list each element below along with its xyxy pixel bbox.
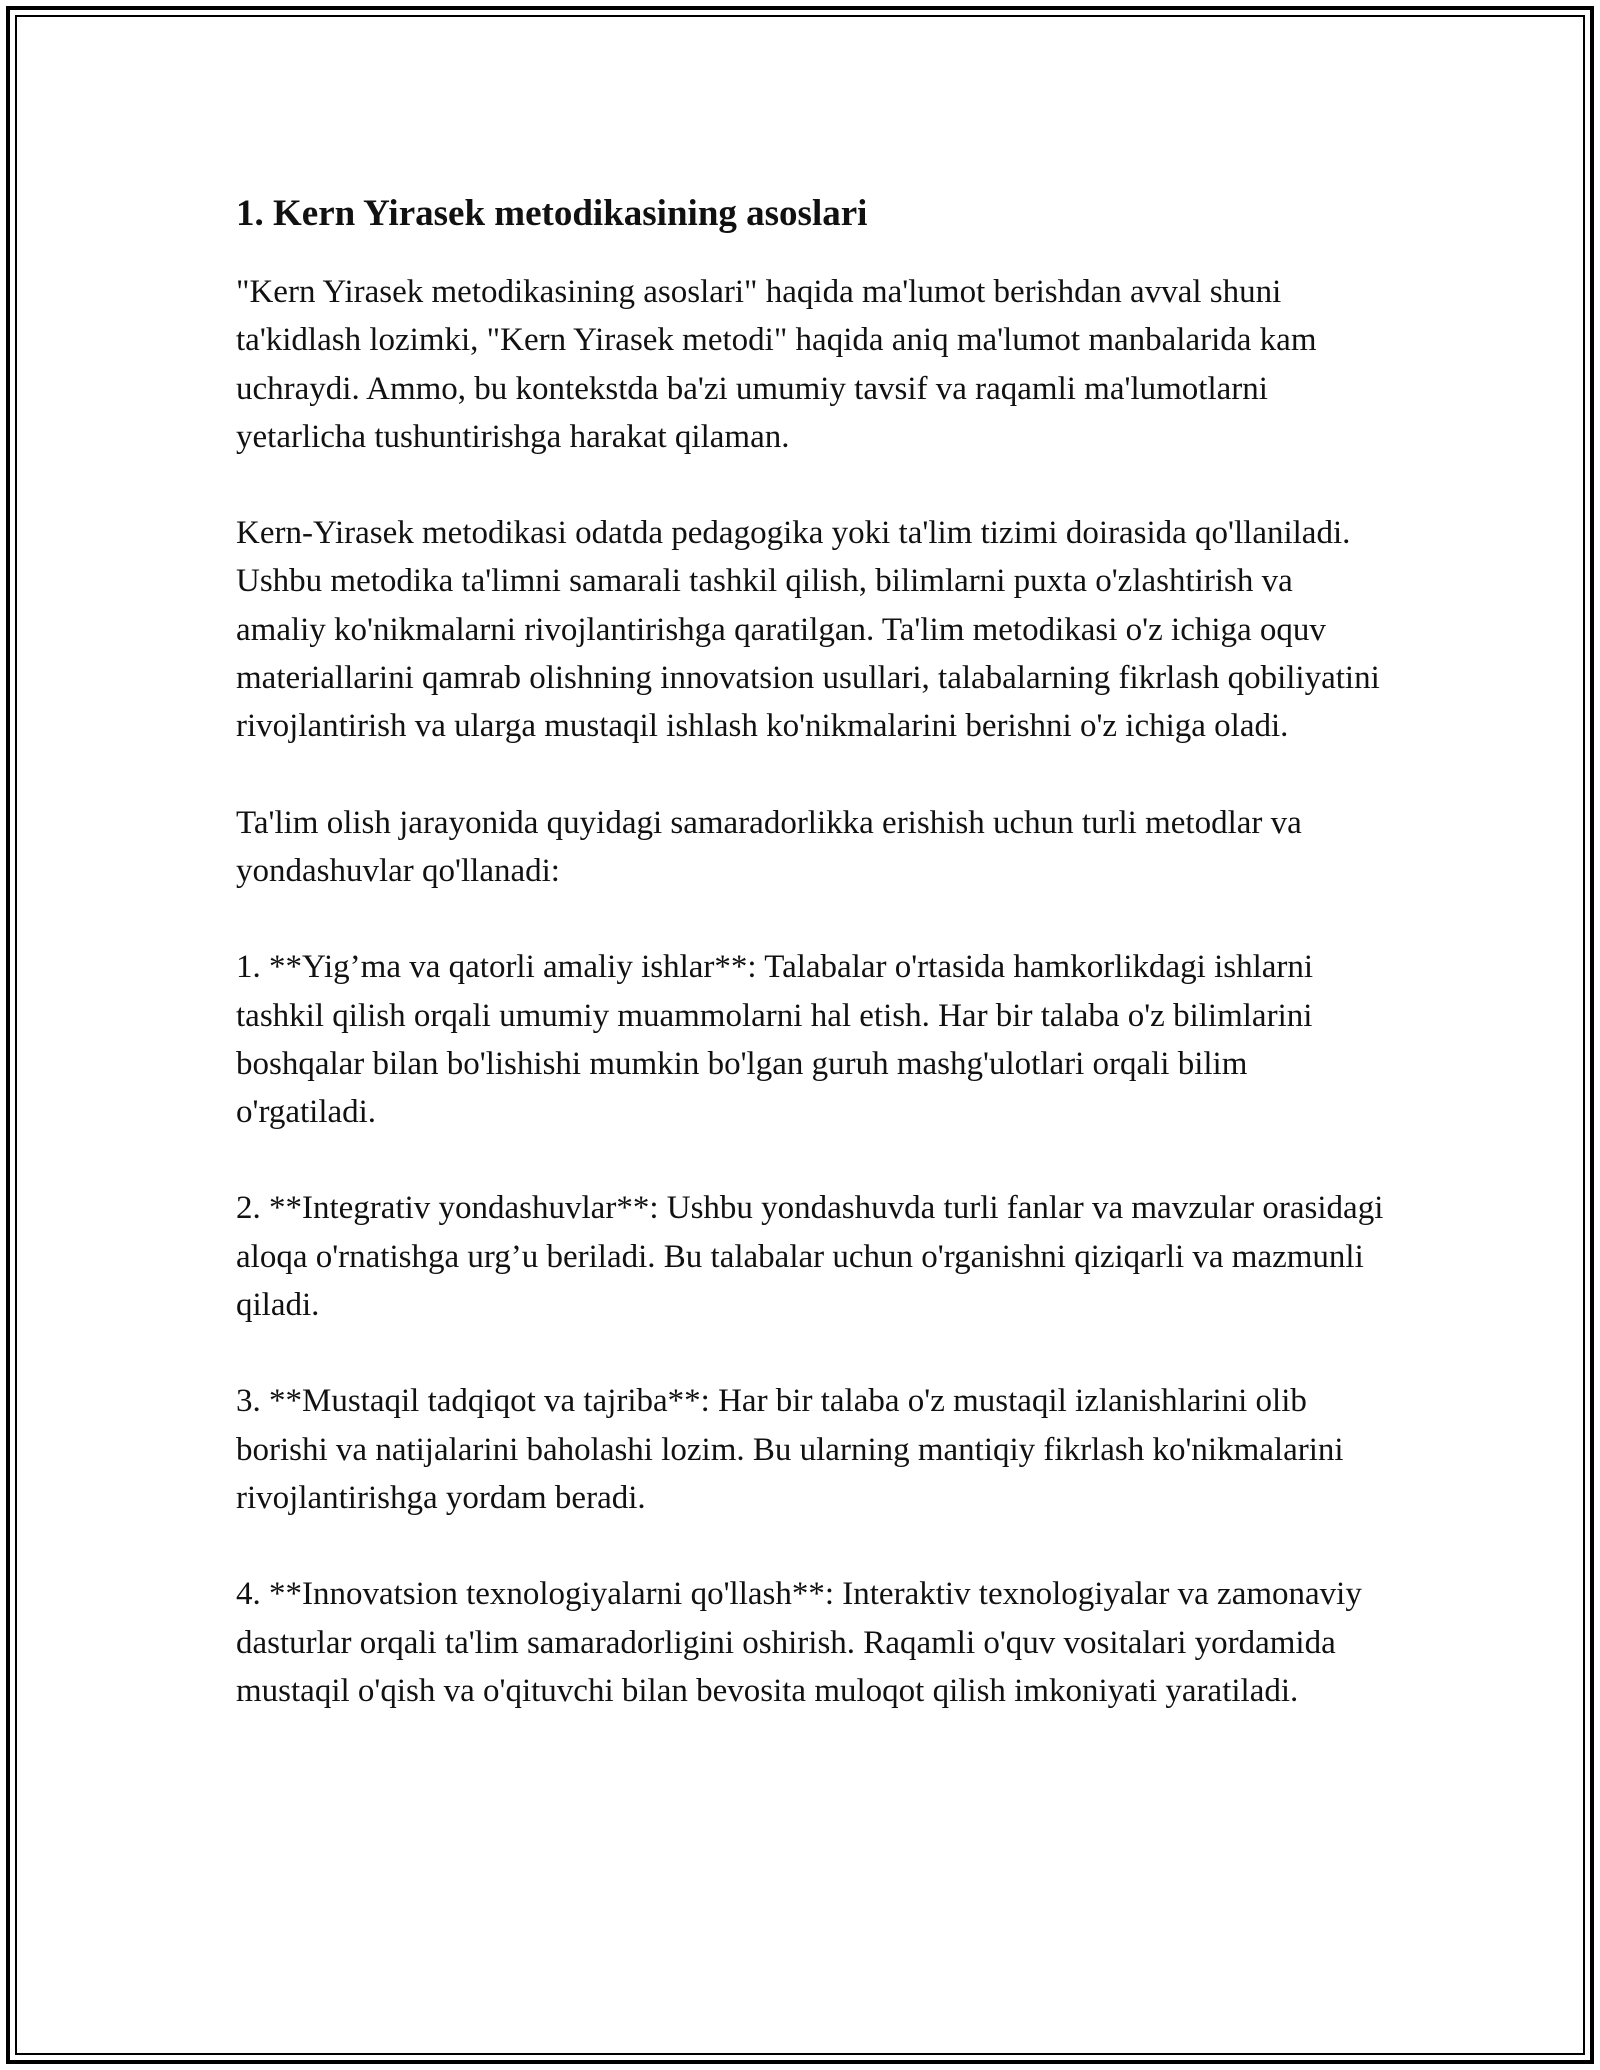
section-title: 1. Kern Yirasek metodikasining asoslari [236, 193, 868, 234]
list-item-group-work: 1. **Yig’ma va qatorli amaliy ishlar**: Talabalar o'rtasida hamkorlikdagi ishlarni tashkil qilish orqali umumiy muammolarni hal etish. Har bir talaba o'z bilimlarini boshqalar bilan bo'lishishi mumkin bo'lgan guruh mashg'ulotlari orqali bilim o'rgatiladi. [236, 949, 1314, 1131]
list-item-independent-research: 3. **Mustaqil tadqiqot va tajriba**: Har bir talaba o'z mustaqil izlanishlarini olib borishi va natijalarini baholashi lozim. Bu ularning mantiqiy fikrlash ko'nikmalarini rivojlantirishga yordam beradi. [236, 1383, 1344, 1516]
intro-paragraph: "Kern Yirasek metodikasining asoslari" haqida ma'lumot berishdan avval shuni ta'kidlash lozimki, "Kern Yirasek metodi" haqida aniq ma'lumot manbalarida kam uchraydi. Ammo, bu kontekstda ba'zi umumiy tavsif va raqamli ma'lumotlarni yetarlicha tushuntirishga harakat qilaman. [236, 274, 1317, 455]
list-item-innovative-tech: 4. **Innovatsion texnologiyalarni qo'llash**: Interaktiv texnologiyalar va zamonaviy dasturlar orqali ta'lim samaradorligini oshirish. Raqamli o'quv vositalari yordamida mustaqil o'qish va o'qituvchi bilan bevosita muloqot qilish imkoniyati yaratiladi. [236, 1576, 1362, 1709]
list-item-integrative: 2. **Integrativ yondashuvlar**: Ushbu yondashuvda turli fanlar va mavzular orasidagi aloqa o'rnatishga urg’u beriladi. Bu talabalar uchun o'rganishni qiziqarli va mazmunli qiladi. [236, 1190, 1384, 1324]
document-body [236, 188, 1386, 1763]
method-description-paragraph: Kern-Yirasek metodikasi odatda pedagogika yoki ta'lim tizimi doirasida qo'llaniladi. Ushbu metodika ta'limni samarali tashkil qilish, bilimlarni puxta o'zlashtirish va amaliy ko'nikmalarni rivojlantirishga qaratilgan. Ta'lim metodikasi o'z ichiga oquv materiallarini qamrab olishning innovatsion usullari, talabalarning fikrlash qobiliyatini rivojlantirish va ularga mustaqil ishlash ko'nikmalarini berishni o'z ichiga oladi. [236, 515, 1380, 745]
methods-lead-paragraph: Ta'lim olish jarayonida quyidagi samaradorlikka erishish uchun turli metodlar va yondashuvlar qo'llanadi: [236, 804, 1302, 889]
